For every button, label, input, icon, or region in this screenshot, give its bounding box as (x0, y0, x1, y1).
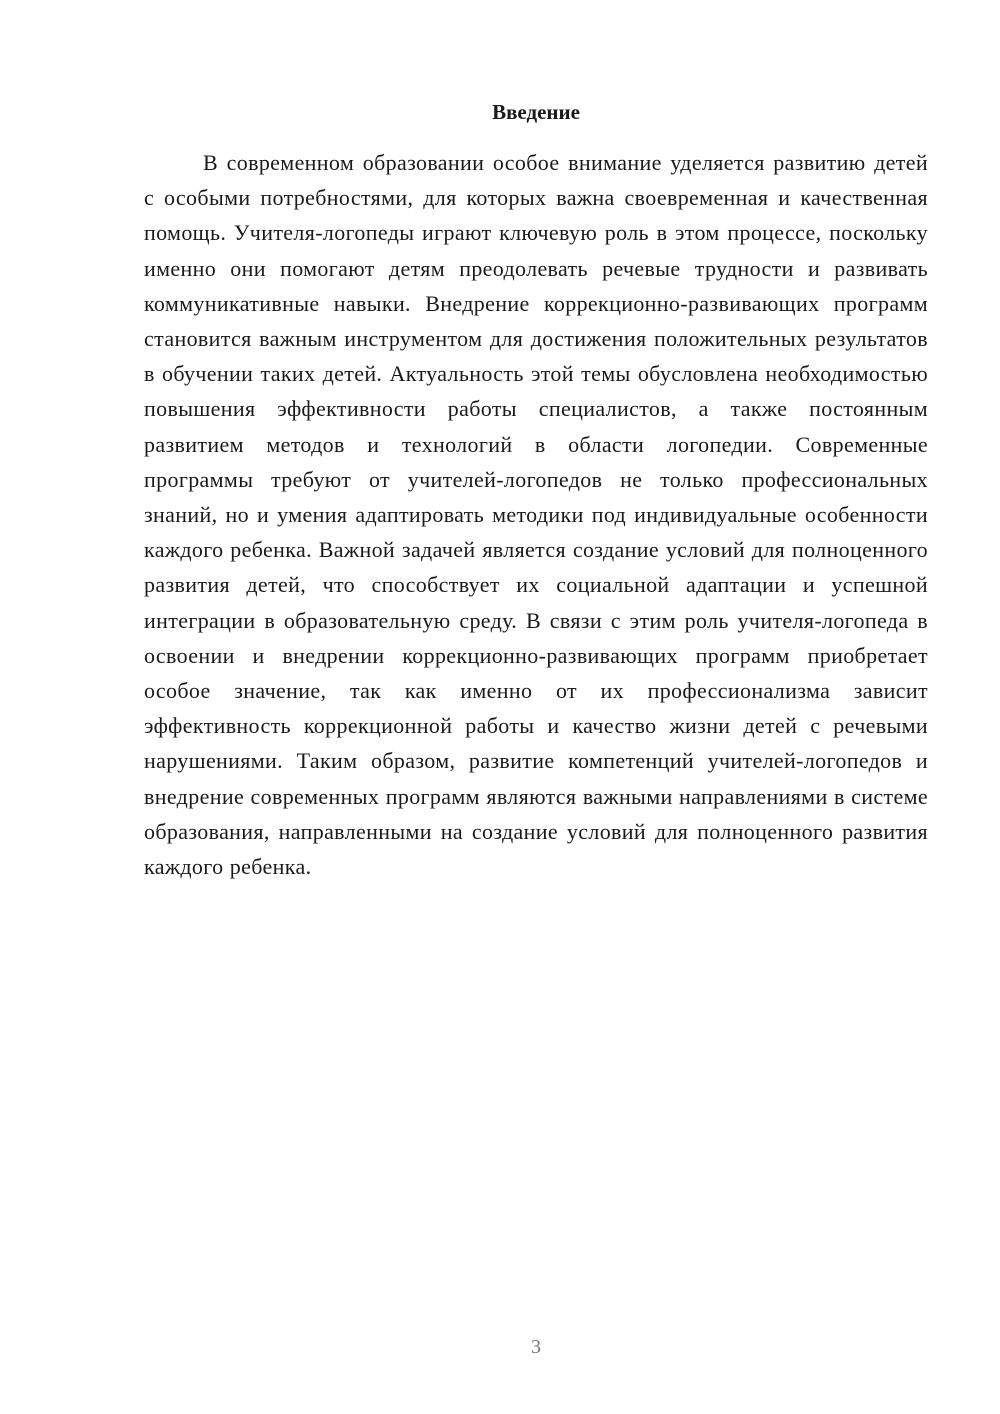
page-number: 3 (531, 1336, 541, 1358)
body-paragraph: В современном образовании особое внимание уделяется развитию детей с особыми потребностями, для которых важна своевременная и качественная помощь. Учителя-логопеды играют ключевую роль в этом процессе, поскольку именно они помогают детям преодолевать речевые трудности и развивать коммуникативные навыки. Внедрение коррекционно-развивающих программ становится важным инструментом для достижения положительных результатов в обучении таких детей. Актуальность этой темы обусловлена необходимостью повышения эффективности работы специалистов, а также постоянным развитием методов и технологий в области логопедии. Современные программы требуют от учителей-логопедов не только профессиональных знаний, но и умения адаптировать методики под индивидуальные особенности каждого ребенка. Важной задачей является создание условий для полноценного развития детей, что способствует их социальной адаптации и успешной интеграции в образовательную среду. В связи с этим роль учителя-логопеда в освоении и внедрении коррекционно-развивающих программ приобретает особое значение, так как именно от их профессионализма зависит эффективность коррекционной работы и качество жизни детей с речевыми нарушениями. Таким образом, развитие компетенций учителей-логопедов и внедрение современных программ являются важными направлениями в системе образования, направленными на создание условий для полноценного развития каждого ребенка. (144, 150, 928, 880)
section-heading: Введение (492, 100, 580, 124)
